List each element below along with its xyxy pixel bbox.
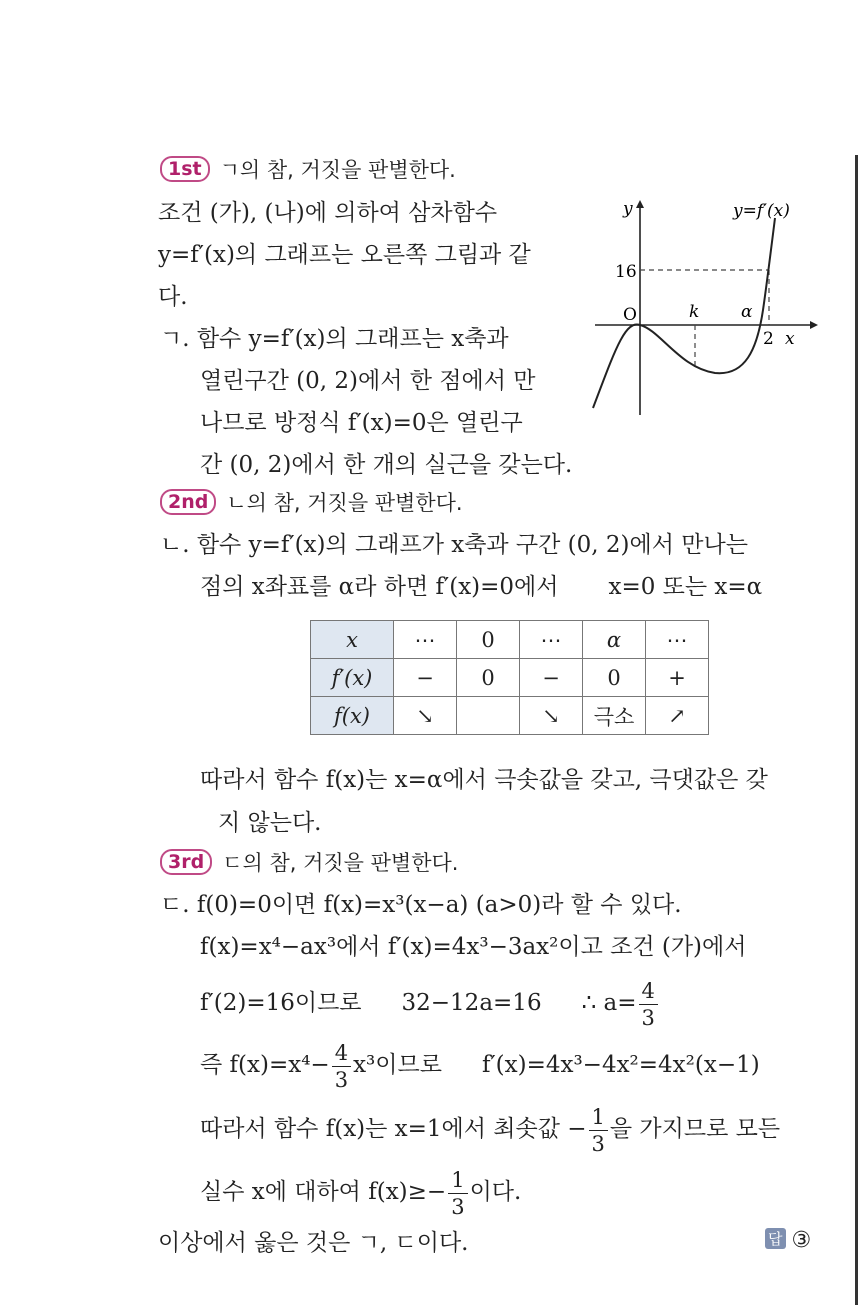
step2-heading: ㄴ의 참, 거짓을 판별한다.	[226, 491, 463, 515]
step3-line6-b: 이다.	[469, 1179, 522, 1205]
step2-item-line2-tail: x=0 또는 x=α	[608, 574, 763, 600]
answer-box: 답	[765, 1228, 786, 1249]
table-row	[311, 697, 709, 735]
sign-table	[310, 620, 709, 735]
table-cell: ↗	[646, 697, 709, 735]
table-cell: ⋯	[394, 621, 457, 659]
answer-value: ③	[791, 1228, 812, 1253]
step1-intro-line3: 다.	[158, 284, 188, 310]
x-axis-label: x	[785, 329, 795, 349]
step2-badge: 2nd	[160, 489, 216, 515]
step3-heading: ㄷ의 참, 거짓을 판별한다.	[222, 851, 459, 875]
step3-line4	[200, 1036, 760, 1094]
table-cell: 0	[457, 659, 520, 697]
fraction-4-3: $\frac{4}{3}$	[639, 978, 658, 1031]
table-cell: −	[394, 659, 457, 697]
step1-badge: 1st	[160, 156, 210, 182]
curve-label: y=f′(x)	[733, 201, 790, 221]
step3-line4-a: 즉 f(x)=x⁴−	[200, 1052, 330, 1078]
step2-item-line1: ㄴ. 함수 y=f′(x)의 그래프가 x축과 구간 (0, 2)에서 만나는	[160, 532, 748, 558]
x-tick-2: 2	[763, 329, 774, 349]
step3-line3-a: f′(2)=16이므로	[200, 990, 362, 1016]
step3-line5	[200, 1100, 780, 1158]
table-header-cell: f(x)	[311, 697, 394, 735]
conclusion-text: 이상에서 옳은 것은 ㄱ, ㄷ이다.	[158, 1230, 469, 1256]
table-row	[311, 659, 709, 697]
table-cell	[457, 697, 520, 735]
x-axis-arrow	[810, 321, 818, 329]
table-cell: ⋯	[646, 621, 709, 659]
table-cell: 극소	[583, 697, 646, 735]
fraction-1-3: $\frac{1}{3}$	[589, 1104, 608, 1157]
table-header-cell: f′(x)	[311, 659, 394, 697]
step3-line1: ㄷ. f(0)=0이면 f(x)=x³(x−a) (a>0)라 할 수 있다.	[160, 892, 682, 918]
alpha-label: α	[741, 302, 753, 322]
answer	[765, 1228, 811, 1253]
y-tick-16: 16	[615, 262, 637, 282]
table-row	[311, 621, 709, 659]
step3-badge: 3rd	[160, 849, 212, 875]
step1-intro-line1: 조건 (가), (나)에 의하여 삼차함수	[158, 200, 498, 226]
table-cell: α	[583, 621, 646, 659]
step1-intro-line2: y=f′(x)의 그래프는 오른쪽 그림과 같	[158, 242, 531, 268]
table-cell: 0	[457, 621, 520, 659]
step1-item-line3: 나므로 방정식 f′(x)=0은 열린구	[200, 410, 523, 436]
derivative-graph	[585, 190, 830, 425]
fraction-4-3b: $\frac{4}{3}$	[332, 1040, 351, 1093]
step2-item-line2	[200, 572, 762, 602]
step1-item-line1: ㄱ. 함수 y=f′(x)의 그래프는 x축과	[160, 326, 509, 352]
origin-label: O	[623, 305, 637, 325]
step3-line4-c: f′(x)=4x³−4x²=4x²(x−1)	[481, 1052, 760, 1078]
table-cell: ↘	[394, 697, 457, 735]
y-axis-arrow	[636, 200, 644, 208]
step3-line4-b: x³이므로	[353, 1052, 442, 1078]
fraction-1-3b: $\frac{1}{3}$	[448, 1167, 467, 1220]
step1-item-line4: 간 (0, 2)에서 한 개의 실근을 갖는다.	[200, 452, 573, 478]
step2-conclusion-line1: 따라서 함수 f(x)는 x=α에서 극솟값을 갖고, 극댓값은 갖	[200, 767, 768, 793]
step2-header	[160, 488, 463, 518]
step3-line6-a: 실수 x에 대하여 f(x)≥−	[200, 1179, 447, 1205]
step3-line3-b: 32−12a=16	[401, 990, 542, 1016]
table-cell: +	[646, 659, 709, 697]
step3-line5-a: 따라서 함수 f(x)는 x=1에서 최솟값 −	[200, 1116, 587, 1142]
y-axis-label: y	[623, 199, 633, 219]
table-header-cell: x	[311, 621, 394, 659]
step3-header	[160, 848, 458, 878]
step1-heading: ㄱ의 참, 거짓을 판별한다.	[219, 158, 456, 182]
k-label: k	[689, 302, 700, 322]
table-cell: ⋯	[520, 621, 583, 659]
margin-rule	[855, 155, 858, 1305]
step1-header	[160, 155, 456, 185]
step3-line3-c: ∴ a=	[581, 990, 637, 1016]
step3-line6	[200, 1163, 521, 1221]
step2-conclusion-line2: 지 않는다.	[218, 810, 322, 836]
step2-item-line2-main: 점의 x좌표를 α라 하면 f′(x)=0에서	[200, 574, 559, 600]
step3-line3	[200, 974, 660, 1032]
step3-line2: f(x)=x⁴−ax³에서 f′(x)=4x³−3ax²이고 조건 (가)에서	[200, 934, 747, 960]
table-cell: 0	[583, 659, 646, 697]
step1-item-line2: 열린구간 (0, 2)에서 한 점에서 만	[200, 368, 536, 394]
step3-line5-b: 을 가지므로 모든	[609, 1116, 781, 1142]
table-cell: ↘	[520, 697, 583, 735]
table-cell: −	[520, 659, 583, 697]
